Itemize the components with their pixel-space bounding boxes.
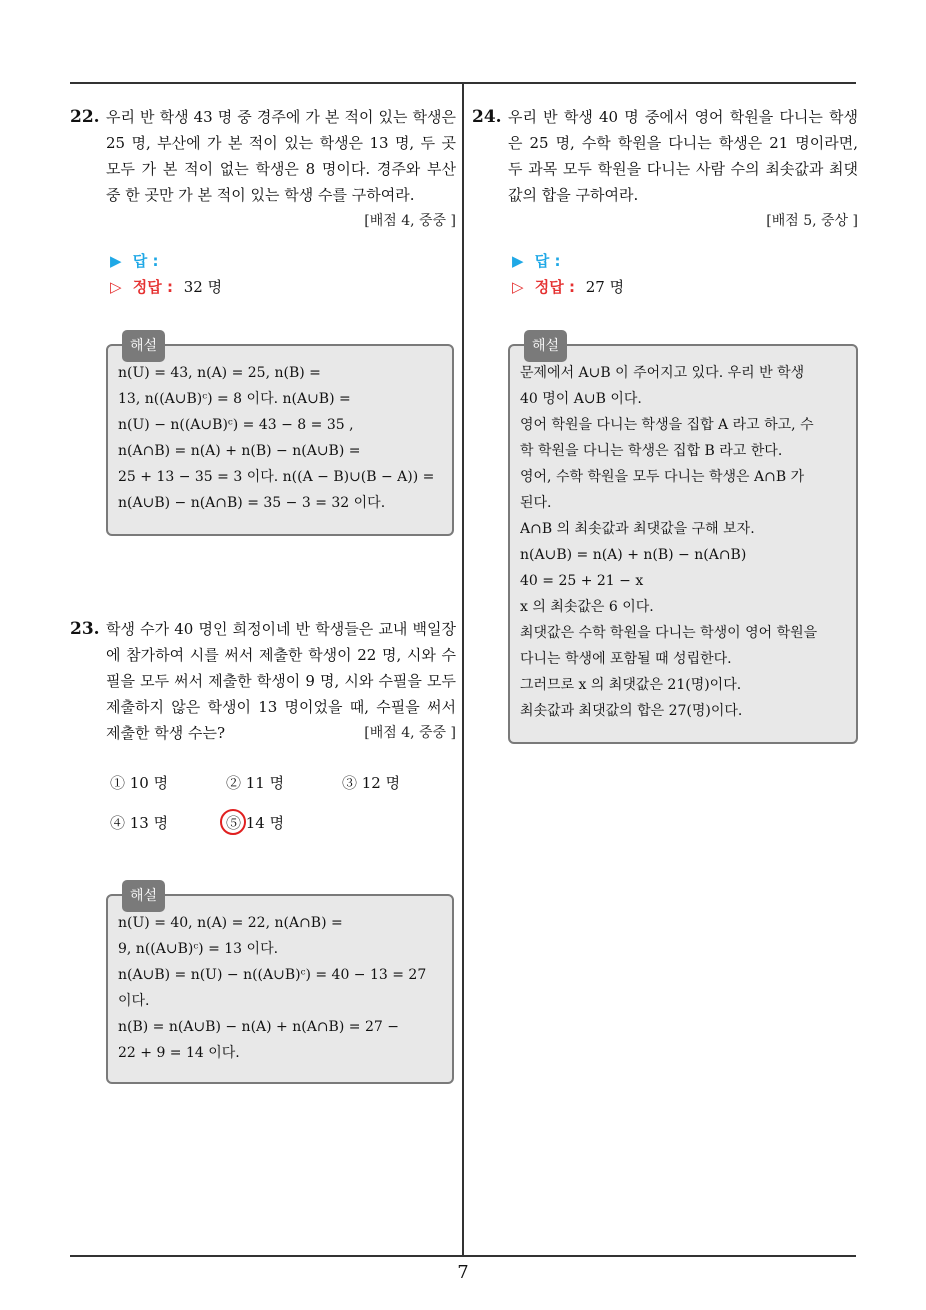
problem-23 bbox=[70, 616, 456, 746]
explanation-line: n(A∩B) = n(A) + n(B) − n(A∪B) = bbox=[118, 443, 361, 459]
selected-circle-mark bbox=[220, 809, 246, 835]
explanation-line: 40 = 25 + 21 − x bbox=[520, 573, 644, 589]
problem-number: 24. bbox=[472, 107, 502, 127]
explanation-tag: 해설 bbox=[524, 330, 567, 362]
explanation-line: 영어, 수학 학원을 모두 다니는 학생은 A∩B 가 bbox=[520, 469, 805, 485]
correct-answer-value: 27 명 bbox=[585, 278, 625, 296]
explanation-line: 13, n((A∪B)ᶜ) = 8 이다. n(A∪B) = bbox=[118, 391, 351, 407]
explanation-line: 22 + 9 = 14 이다. bbox=[118, 1045, 240, 1061]
problem-24 bbox=[472, 104, 858, 300]
answer-label: 답 : bbox=[534, 252, 561, 270]
explanation-line: 25 + 13 − 35 = 3 이다. n((A − B)∪(B − A)) = bbox=[118, 469, 435, 485]
play-triangle-icon: ▶ bbox=[512, 252, 524, 270]
explanation-box-22 bbox=[106, 338, 454, 536]
explanation-line: n(A∪B) = n(A) + n(B) − n(A∩B) bbox=[520, 547, 747, 563]
correct-answer-line bbox=[110, 274, 460, 300]
score-label: [배점 4, 중중 ] bbox=[364, 213, 456, 229]
explanation-line: 영어 학원을 다니는 학생을 집합 A 라고 하고, 수 bbox=[520, 417, 814, 433]
explanation-line: 최솟값과 최댓값의 합은 27(명)이다. bbox=[520, 703, 743, 719]
explanation-line: 그러므로 x 의 최댓값은 21(명)이다. bbox=[520, 677, 742, 693]
explanation-line: n(U) = 40, n(A) = 22, n(A∩B) = bbox=[118, 915, 343, 931]
explanation-line: 최댓값은 수학 학원을 다니는 학생이 영어 학원을 bbox=[520, 625, 818, 641]
explanation-line: 40 명이 A∪B 이다. bbox=[520, 391, 642, 407]
explanation-line: n(A∪B) = n(U) − n((A∪B)ᶜ) = 40 − 13 = 27 bbox=[118, 967, 427, 983]
explanation-line: 된다. bbox=[520, 495, 552, 511]
choice-2[interactable]: ② 11 명 bbox=[226, 774, 285, 792]
problem-number: 23. bbox=[70, 619, 100, 639]
explanation-line: n(B) = n(A∪B) − n(A) + n(A∩B) = 27 − bbox=[118, 1019, 399, 1035]
explanation-line: 학 학원을 다니는 학생은 집합 B 라고 한다. bbox=[520, 443, 783, 459]
answer-label: 답 : bbox=[132, 252, 159, 270]
outline-triangle-icon: ▷ bbox=[512, 278, 524, 296]
problem-text: 학생 수가 40 명인 희정이네 반 학생들은 교내 백일장에 참가하여 시를 써서 제출한 학생이 22 명, 시와 수필을 모두 써서 제출한 학생이 9 명, 시와 수필을 모두 제출하지 않은 학생이 13 명이었을 때, 수필을 써서 제출한 학생 수는? bbox=[106, 620, 456, 742]
score-label: [배점 4, 중중 ] bbox=[364, 725, 456, 741]
explanation-line: A∩B 의 최솟값과 최댓값을 구해 보자. bbox=[520, 521, 755, 537]
correct-label: 정답 : bbox=[132, 278, 173, 296]
explanation-line: x 의 최솟값은 6 이다. bbox=[520, 599, 654, 615]
score-label: [배점 5, 중상 ] bbox=[766, 213, 858, 229]
correct-answer-value: 32 명 bbox=[183, 278, 223, 296]
choice-5[interactable]: ⑤ 14 명 bbox=[226, 814, 285, 832]
explanation-box-23 bbox=[106, 888, 454, 1084]
explanation-line: n(A∪B) − n(A∩B) = 35 − 3 = 32 이다. bbox=[118, 495, 386, 511]
answer-line bbox=[110, 248, 460, 274]
outline-triangle-icon: ▷ bbox=[110, 278, 122, 296]
explanation-tag: 해설 bbox=[122, 880, 165, 912]
explanation-line: n(U) = 43, n(A) = 25, n(B) = bbox=[118, 365, 321, 381]
explanation-line: 문제에서 A∪B 이 주어지고 있다. 우리 반 학생 bbox=[520, 365, 805, 381]
explanation-line: 이다. bbox=[118, 993, 150, 1009]
explanation-tag: 해설 bbox=[122, 330, 165, 362]
choice-list bbox=[110, 772, 460, 842]
choice-1[interactable]: ① 10 명 bbox=[110, 774, 169, 792]
correct-label: 정답 : bbox=[534, 278, 575, 296]
explanation-line: 다니는 학생에 포함될 때 성립한다. bbox=[520, 651, 732, 667]
problem-number: 22. bbox=[70, 107, 100, 127]
bottom-rule bbox=[70, 1255, 856, 1257]
explanation-line: 9, n((A∪B)ᶜ) = 13 이다. bbox=[118, 941, 279, 957]
problem-text: 우리 반 학생 43 명 중 경주에 가 본 적이 있는 학생은 25 명, 부산에 가 본 적이 있는 학생은 13 명, 두 곳 모두 가 본 적이 없는 학생은 8 명이다. 경주와 부산 중 한 곳만 가 본 적이 있는 학생 수를 구하여라. bbox=[106, 108, 456, 204]
page-number: 7 bbox=[457, 1262, 469, 1283]
choice-4[interactable]: ④ 13 명 bbox=[110, 814, 169, 832]
problem-22 bbox=[70, 104, 456, 300]
correct-answer-line bbox=[512, 274, 862, 300]
problem-text: 우리 반 학생 40 명 중에서 영어 학원을 다니는 학생은 25 명, 수학 학원을 다니는 학생은 21 명이라면, 두 과목 모두 학원을 다니는 사람 수의 최솟값과 최댓값의 합을 구하여라. bbox=[508, 108, 858, 204]
play-triangle-icon: ▶ bbox=[110, 252, 122, 270]
choice-3[interactable]: ③ 12 명 bbox=[342, 774, 401, 792]
column-divider bbox=[462, 82, 464, 1256]
explanation-box-24 bbox=[508, 338, 858, 744]
answer-line bbox=[512, 248, 862, 274]
explanation-line: n(U) − n((A∪B)ᶜ) = 43 − 8 = 35 , bbox=[118, 417, 354, 433]
